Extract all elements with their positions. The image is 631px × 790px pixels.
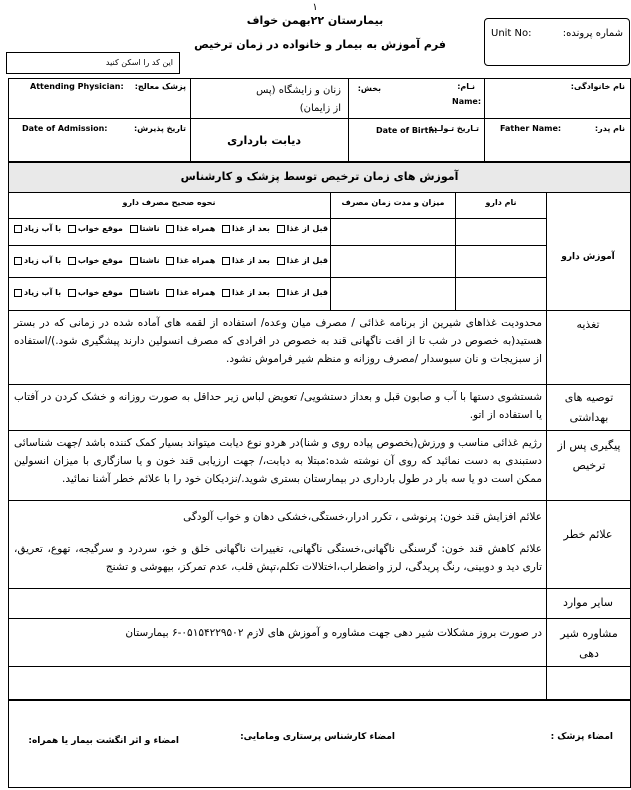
method-option[interactable] (220, 256, 270, 265)
method-option[interactable] (275, 256, 328, 265)
checkbox-icon[interactable] (130, 225, 138, 233)
method-option-label: قبل از غذا (286, 256, 328, 265)
followup-label: پیگیری پس از ترخیص (557, 439, 621, 472)
col-method: نحوه صحیح مصرف دارو (122, 198, 216, 207)
barcode-note: این کد را اسکن کنید (105, 58, 173, 67)
method-option[interactable] (164, 256, 215, 265)
checkbox-icon[interactable] (68, 225, 76, 233)
method-option[interactable] (164, 224, 215, 233)
hygiene-label: توصیه های بهداشتی (564, 391, 614, 424)
birth-label-fa: تـاریخ تـولـد: (429, 124, 479, 133)
method-option-label: قبل از غذا (286, 288, 328, 297)
divider (8, 500, 631, 501)
physician-label-fa: پزشک معالج: (134, 82, 186, 91)
divider (8, 192, 631, 193)
file-no-label: شماره پرونده: (562, 28, 623, 39)
checkbox-icon[interactable] (130, 257, 138, 265)
physician-label-en: Attending Physician: (30, 82, 124, 91)
method-option-label: همراه غذا (176, 288, 216, 297)
method-option[interactable] (164, 288, 215, 297)
checkbox-icon[interactable] (166, 225, 174, 233)
form-title: فرم آموزش به بیمار و خانواده در زمان ترخیص (194, 38, 446, 51)
checkbox-icon[interactable] (14, 257, 22, 265)
col-dose: میزان و مدت زمان مصرف (341, 198, 445, 207)
method-option[interactable] (66, 288, 123, 297)
checkbox-icon[interactable] (222, 225, 230, 233)
hygiene-text: شستشوی دستها با آب و صابون قبل و بعداز دستشویی/ تعویض لباس زیر حداقل به صورت روزانه و خشک کردن در آفتاب یا استفاده از اتو. (14, 391, 542, 421)
divider (8, 666, 631, 667)
section-title: آموزش های زمان ترخیص توسط پزشک و کارشناس (180, 170, 459, 183)
divider (348, 78, 349, 162)
method-option[interactable] (66, 256, 123, 265)
method-option-label: همراه غذا (176, 256, 216, 265)
checkbox-icon[interactable] (166, 289, 174, 297)
checkbox-icon[interactable] (166, 257, 174, 265)
drug-method-row (12, 288, 328, 297)
method-option[interactable] (12, 224, 61, 233)
patient-signature: امضاء و اثر انگشت بیمار یا همراه: (28, 736, 179, 746)
method-option[interactable] (12, 256, 61, 265)
danger-label: علائم خطر (563, 528, 613, 541)
page-number: ۱ (312, 2, 318, 13)
checkbox-icon[interactable] (277, 289, 285, 297)
name-label-en: Name: (452, 97, 482, 106)
barcode-box (6, 52, 180, 74)
method-option-label: موقع خواب (77, 288, 123, 297)
family-name-label: نام خانوادگی: (570, 82, 625, 91)
unit-no-label: Unit No: (491, 28, 532, 39)
checkbox-icon[interactable] (68, 289, 76, 297)
nurse-signature: امضاء کارشناس پرستاری ومامایی: (240, 732, 395, 742)
admission-label-en: Date of Admission: (22, 124, 108, 133)
checkbox-icon[interactable] (277, 225, 285, 233)
checkbox-icon[interactable] (277, 257, 285, 265)
method-option[interactable] (128, 224, 160, 233)
method-option-label: همراه غذا (176, 224, 216, 233)
method-option-label: موقع خواب (77, 224, 123, 233)
divider (8, 245, 546, 246)
checkbox-icon[interactable] (222, 257, 230, 265)
diagnosis: دیابت بارداری (227, 134, 301, 147)
admission-label-fa: تاریخ پذیرش: (133, 124, 186, 133)
breastfeed-label: مشاوره شیر دهی (560, 627, 618, 660)
method-option-label: ناشتا (139, 256, 160, 265)
divider (8, 310, 631, 311)
method-option-label: با آب زیاد (24, 256, 62, 265)
divider (8, 118, 631, 119)
checkbox-icon[interactable] (68, 257, 76, 265)
education-table (8, 162, 631, 700)
divider (330, 192, 331, 310)
method-option[interactable] (66, 224, 123, 233)
divider (8, 618, 631, 619)
method-option[interactable] (128, 256, 160, 265)
divider (8, 430, 631, 431)
physician-signature: امضاء پزشک : (550, 732, 613, 742)
method-option-label: ناشتا (139, 224, 160, 233)
nutrition-text: محدودیت غذاهای شیرین از برنامه غذائی / مصرف میان وعده/ استفاده از لقمه های آماده شده در زمانی که در بستر هستید(به خصوص در شب تا از افت ناگهانی قند به خصوص در افرادی که مصرف انسولین دارند پیشگیری شود.)/استفاده از سبزیجات و نان سبوسدار /مصرف روزانه و منظم شیر فراموش نشود. (14, 317, 542, 365)
method-option-label: موقع خواب (77, 256, 123, 265)
method-option[interactable] (220, 288, 270, 297)
drug-method-row (12, 224, 328, 233)
checkbox-icon[interactable] (222, 289, 230, 297)
drug-row-label: آموزش دارو (561, 252, 615, 262)
col-drug-name: نام دارو (485, 198, 517, 207)
father-label-en: Father Name: (500, 124, 562, 133)
file-number-box (484, 18, 630, 66)
divider (484, 78, 485, 162)
name-label-fa: نـام: (457, 82, 475, 91)
method-option[interactable] (128, 288, 160, 297)
danger-high-text: علائم افزایش قند خون: پرنوشی ، تکرر ادرار،خستگی،خشکی دهان و خواب آلودگی (183, 511, 542, 523)
divider (8, 218, 546, 219)
method-option-label: با آب زیاد (24, 288, 62, 297)
checkbox-icon[interactable] (14, 225, 22, 233)
breastfeed-text: در صورت بروز مشکلات شیر دهی جهت مشاوره و آموزش های لازم ۰۵۱۵۴۲۲۹۵۰۲-۶ بیمارستان (125, 627, 542, 639)
father-label-fa: نام پدر: (594, 124, 625, 133)
divider (8, 384, 631, 385)
method-option-label: بعد از غذا (232, 224, 270, 233)
drug-method-row (12, 256, 328, 265)
followup-text: رژیم غذائی مناسب و ورزش(بخصوص پیاده روی و شنا)در هردو نوع دیابت میتواند بسیار کمک کننده باشد /جهت شناسائی دستبندی به دست نمائید که روی آن نوشته شده:مبتلا به دیابت،/ جهت ارزیابی قند خون و یا سازگاری با میزان انسولین ممکن است دو یا سه بار در طول بارداری در بیمارستان بستری شوید./نزدیکان خود را با علائم خطر آشنا نمائید. (14, 437, 542, 485)
other-label: سایر موارد (562, 596, 614, 609)
checkbox-icon[interactable] (14, 289, 22, 297)
nutrition-label: تغذیه (576, 318, 600, 331)
birth-label-en: Date of Birth: (376, 126, 438, 135)
checkbox-icon[interactable] (130, 289, 138, 297)
divider (190, 78, 191, 162)
method-option[interactable] (275, 288, 328, 297)
method-option-label: بعد از غذا (232, 288, 270, 297)
divider (546, 192, 547, 700)
divider (455, 192, 456, 310)
divider (8, 588, 631, 589)
method-option-label: بعد از غذا (232, 256, 270, 265)
method-option-label: ناشتا (139, 288, 160, 297)
divider (8, 277, 546, 278)
method-option-label: با آب زیاد (24, 224, 62, 233)
ward-value: زنان و زایشگاه (پس از زایمان) (256, 85, 341, 114)
method-option[interactable] (275, 224, 328, 233)
method-option-label: قبل از غذا (286, 224, 328, 233)
method-option[interactable] (12, 288, 61, 297)
hospital-name: بیمارستان ۲۲بهمن خواف (246, 14, 384, 27)
ward-label: بخش: (357, 84, 381, 93)
danger-low-text: علائم کاهش قند خون: گرسنگی ناگهانی،خستگی ناگهانی، تغییرات ناگهانی خلق و خو، سردرد و سرگیجه، تهوع، تعریق، تاری دید و دوبینی، رنگ پریدگی، لرز واضطراب،اختلالات تکلم،تپش قلب، عدم تمرکز، بیهوشی و تشنج (14, 543, 542, 573)
method-option[interactable] (220, 224, 270, 233)
